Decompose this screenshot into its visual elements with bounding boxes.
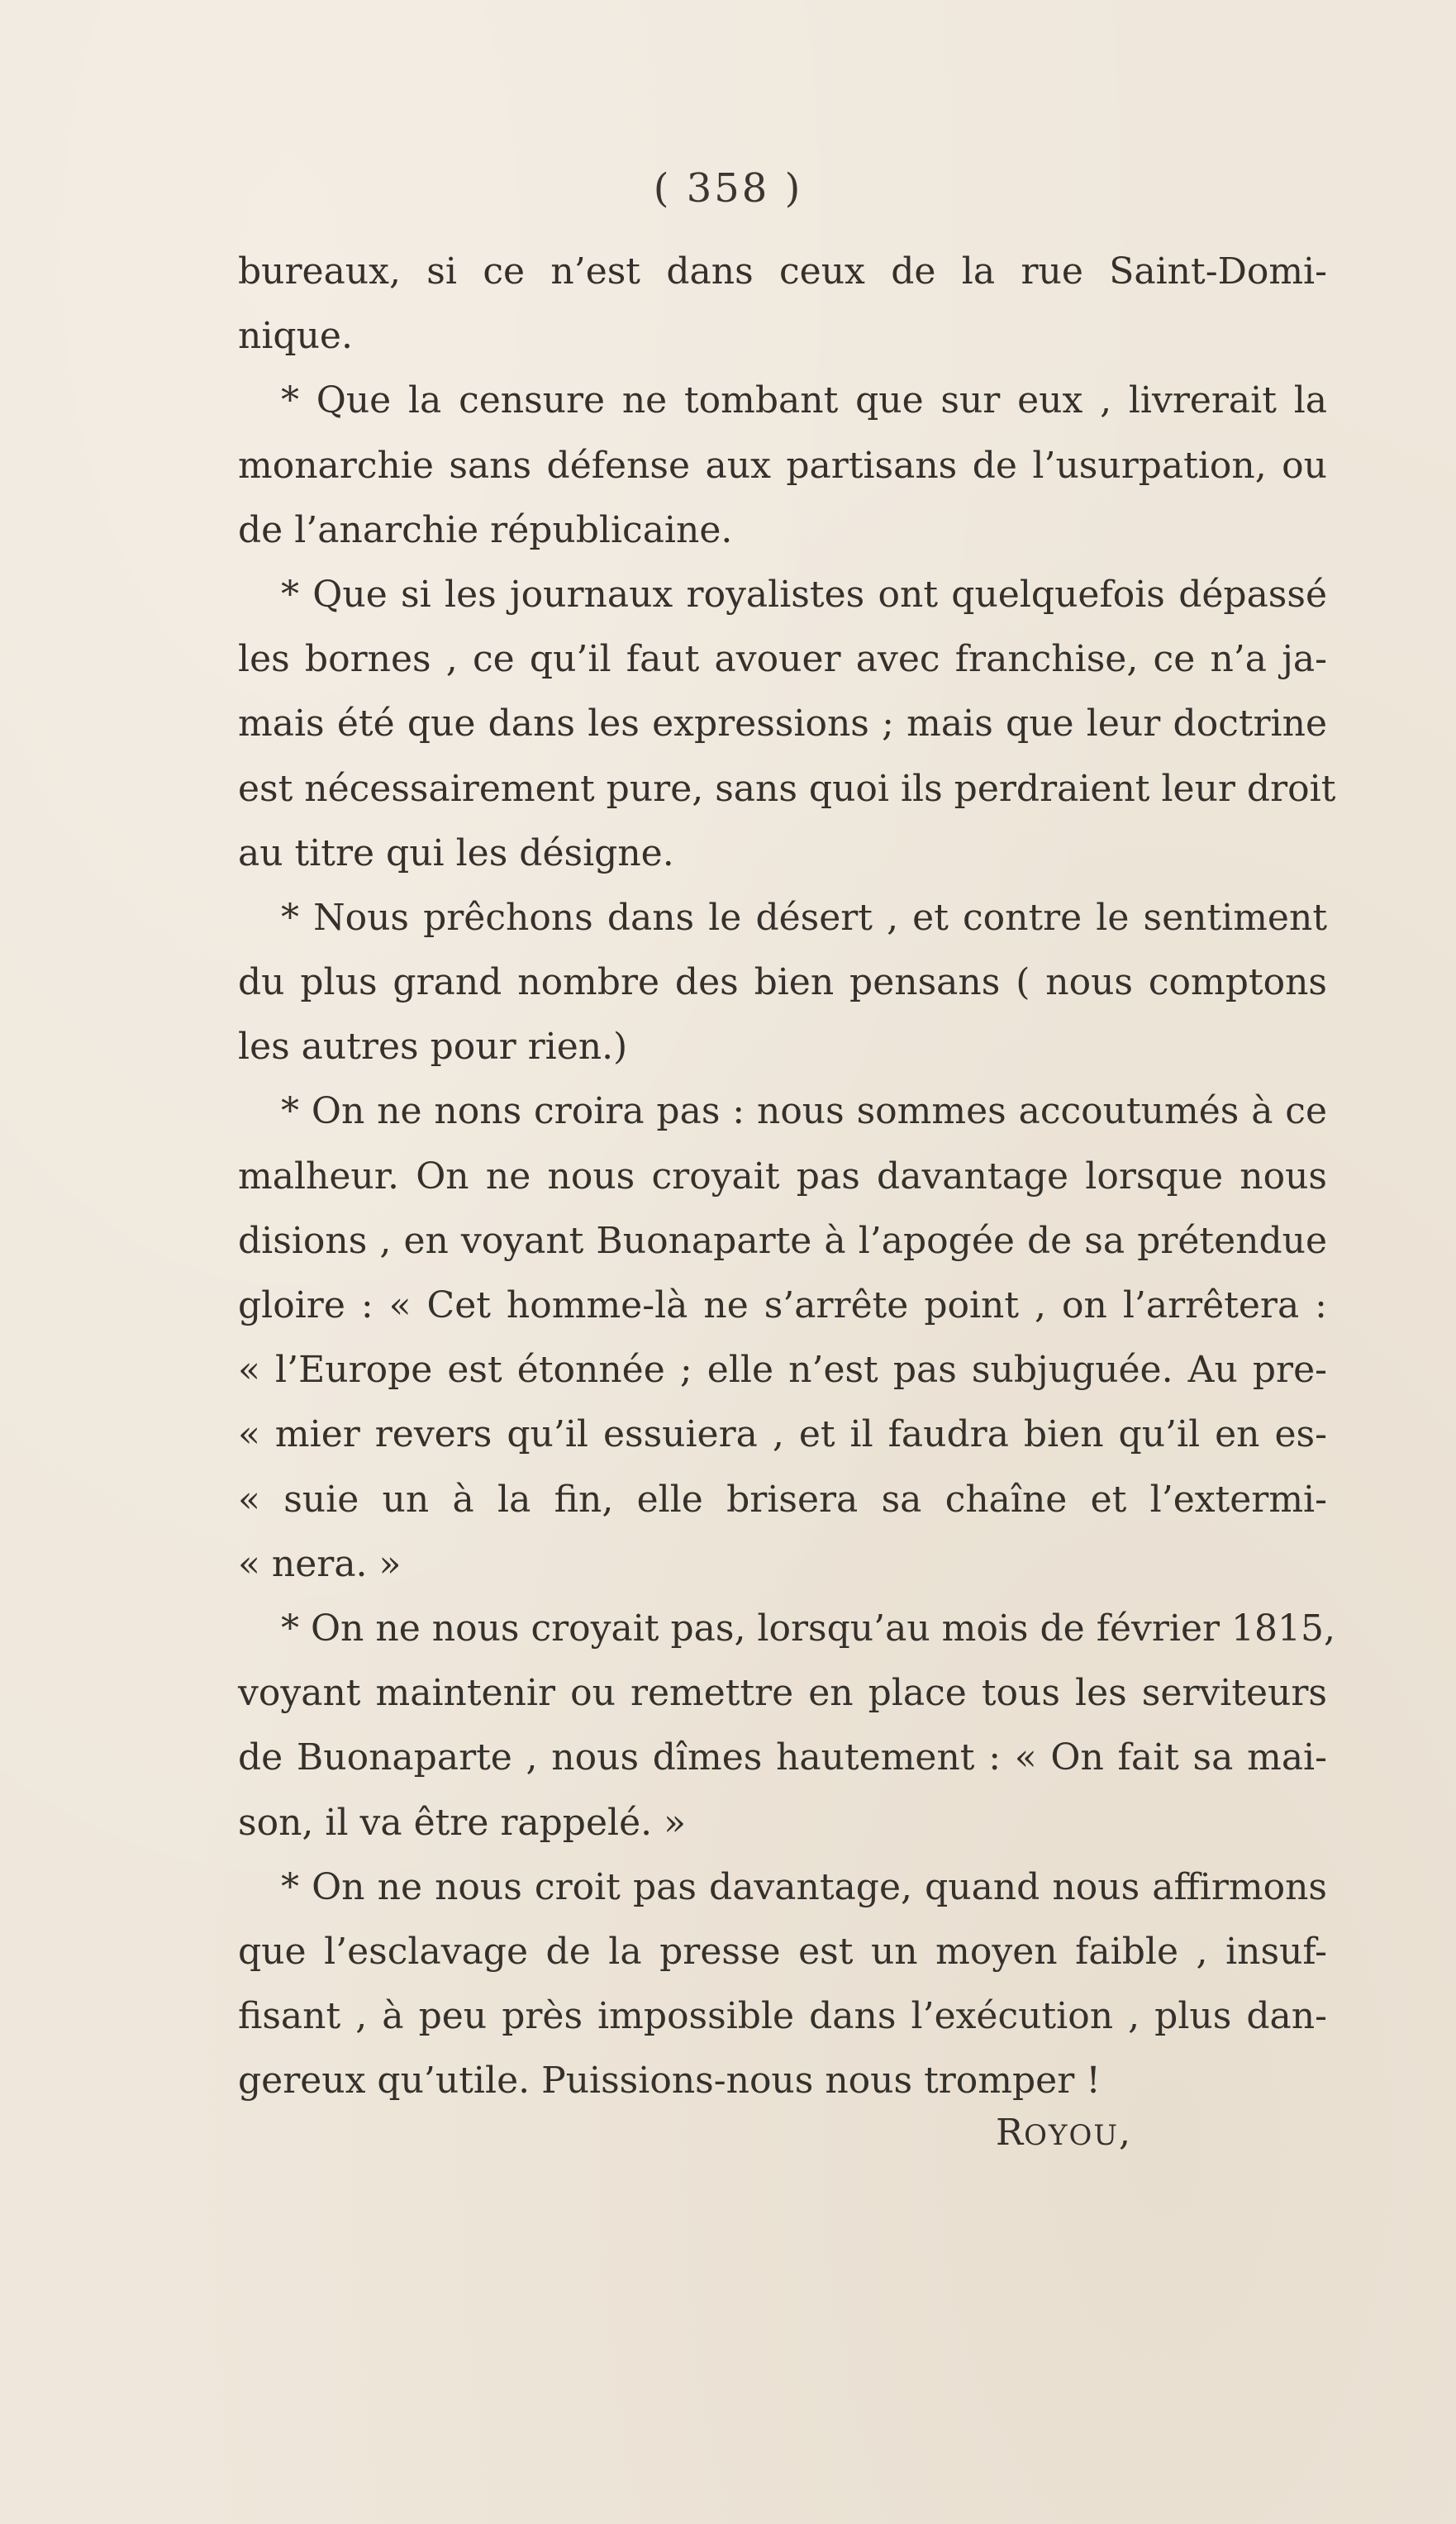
text-line: bureaux, si ce n’est dans ceux de la rue Saint-Domi-	[238, 250, 1327, 293]
text-line: voyant maintenir ou remettre en place tous les serviteurs	[238, 1672, 1327, 1715]
text-line: est nécessairement pure, sans quoi ils perdraient leur droit	[238, 767, 1336, 810]
text-line: « nera. »	[238, 1542, 402, 1585]
body-text	[238, 240, 1336, 2113]
text-line: monarchie sans défense aux partisans de l’usurpation, ou	[238, 444, 1327, 487]
signature-rest: OYOU	[1024, 2119, 1119, 2152]
text-line: au titre qui les désigne.	[238, 831, 674, 874]
text-line: * Nous prêchons dans le désert , et contre le sentiment	[281, 896, 1327, 939]
text-line: disions , en voyant Buonaparte à l’apogée de sa prétendue	[238, 1219, 1327, 1262]
text-line: * On ne nous croyait pas, lorsqu’au mois de février 1815,	[281, 1607, 1335, 1650]
text-line: de l’anarchie républicaine.	[238, 508, 733, 551]
text-line: * On ne nons croira pas : nous sommes accoutumés à ce	[281, 1090, 1327, 1133]
page-number: ( 358 )	[653, 165, 803, 212]
text-line: son, il va être rappelé. »	[238, 1801, 687, 1844]
text-line: fisant , à peu près impossible dans l’exécution , plus dan-	[238, 1995, 1327, 2038]
text-line: gereux qu’utile. Puissions-nous nous tromper !	[238, 2060, 1101, 2103]
text-line: mais été que dans les expressions ; mais que leur doctrine	[238, 702, 1327, 745]
signature-initial: R	[996, 2112, 1025, 2154]
text-line: « suie un à la fin, elle brisera sa chaîne et l’extermi-	[238, 1478, 1327, 1521]
text-line: les autres pour rien.)	[238, 1026, 628, 1069]
text-line: * Que si les journaux royalistes ont quelquefois dépassé	[281, 573, 1327, 616]
text-line: * On ne nous croit pas davantage, quand nous affirmons	[281, 1865, 1327, 1908]
text-line: malheur. On ne nous croyait pas davantage lorsque nous	[238, 1155, 1327, 1198]
text-line: * Que la censure ne tombant que sur eux , livrerait la	[281, 379, 1327, 422]
text-line: du plus grand nombre des bien pensans ( nous comptons	[238, 961, 1327, 1004]
text-line: que l’esclavage de la presse est un moyen faible , insuf-	[238, 1930, 1327, 1973]
signature-trail: ,	[1119, 2112, 1131, 2154]
text-line: « mier revers qu’il essuiera , et il faudra bien qu’il en es-	[238, 1413, 1327, 1456]
text-line: les bornes , ce qu’il faut avouer avec franchise, ce n’a ja-	[238, 638, 1327, 681]
text-line: nique.	[238, 315, 353, 358]
text-line: gloire : « Cet homme-là ne s’arrête point , on l’arrêtera :	[238, 1284, 1327, 1326]
text-line: « l’Europe est étonnée ; elle n’est pas subjuguée. Au pre-	[238, 1349, 1327, 1392]
text-line: de Buonaparte , nous dîmes hautement : « On fait sa mai-	[238, 1736, 1327, 1779]
author-signature	[996, 2112, 1131, 2154]
